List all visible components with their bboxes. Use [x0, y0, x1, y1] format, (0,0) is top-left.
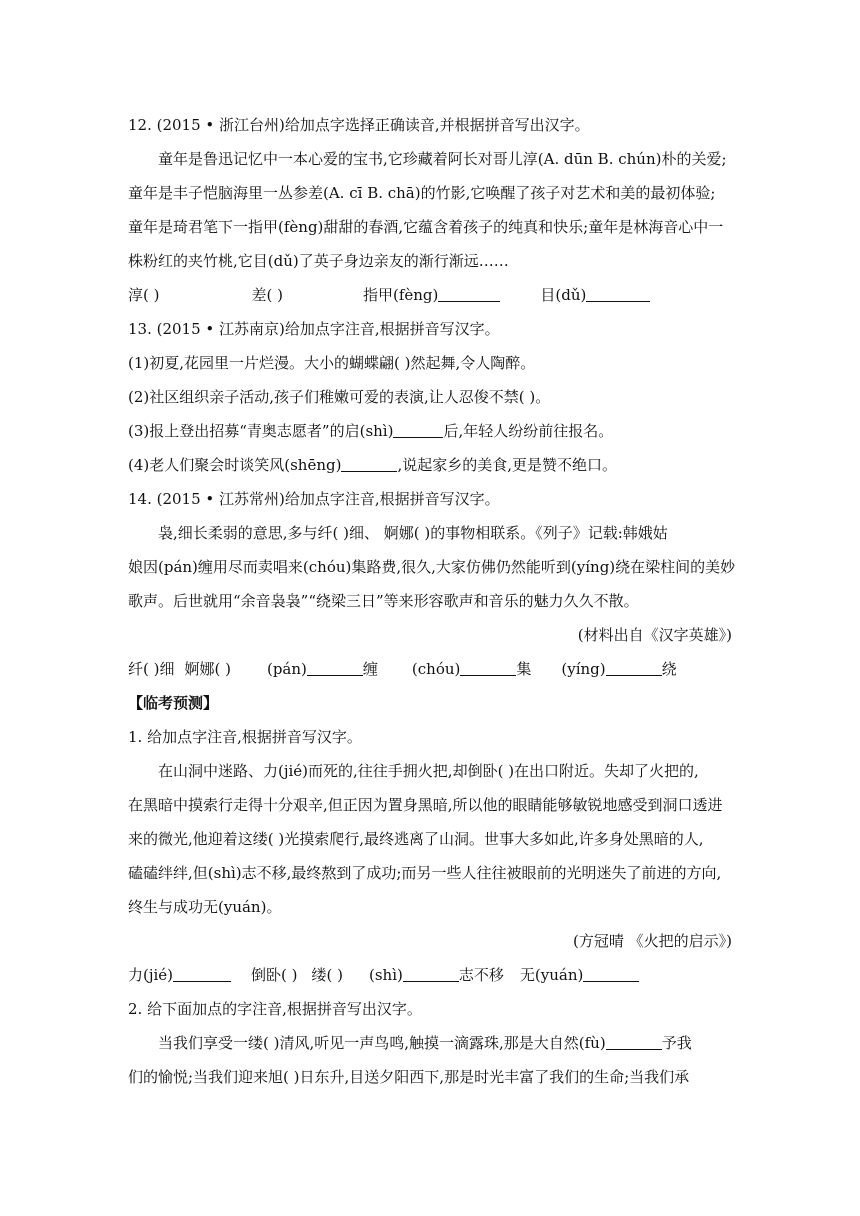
answer-blank[interactable] — [606, 657, 662, 676]
p1-title: 1. 给加点字注音,根据拼音写汉字。 — [128, 728, 362, 746]
q14-answer-row: 纤( )细 婀娜( ) (pán) 缠 (chóu) 集 (yíng) 绕 — [128, 652, 732, 686]
section-heading: 【临考预测】 — [128, 694, 219, 712]
q14-source: (材料出自《汉字英雄》) — [577, 626, 732, 644]
q12-passage-line: 童年是鲁迅记忆中一本心爱的宝书,它珍藏着阿长对哥儿淳(A. dūn B. chún)朴的关爱; — [158, 150, 727, 168]
q12-answer-label: 淳( ) — [128, 286, 160, 304]
q12-answer-label: 指甲(fèng) — [362, 286, 439, 304]
p2-passage-line: 当我们享受一缕( )清风,听见一声鸟鸣,触摸一滴露珠,那是大自然(fù) 予我 — [128, 1026, 732, 1060]
answer-blank[interactable] — [173, 963, 231, 982]
q12-passage-line: 株粉红的夹竹桃,它目(dǔ)了英子身边亲友的渐行渐远…… — [128, 252, 509, 270]
q12-passage-line: 童年是琦君笔下一指甲(fèng)甜甜的春酒,它蕴含着孩子的纯真和快乐;童年是林海音心中一 — [128, 218, 724, 236]
p1-passage-line: 在山洞中迷路、力(jié)而死的,往往手拥火把,却倒卧( )在出口附近。失却了火把的, — [158, 762, 699, 780]
q14-passage-line: 歌声。后世就用“余音袅袅”“绕梁三日”等来形容歌声和音乐的魅力久久不散。 — [128, 592, 639, 610]
q13-item: (4)老人们聚会时谈笑风(shēng) ,说起家乡的美食,更是赞不绝口。 — [128, 448, 732, 482]
q13-item: (2)社区组织亲子活动,孩子们稚嫩可爱的表演,让人忍俊不禁( )。 — [128, 388, 551, 406]
answer-blank[interactable] — [438, 283, 500, 302]
answer-blank[interactable] — [393, 419, 443, 438]
p1-passage-line: 磕磕绊绊,但(shì)志不移,最终熬到了成功;而另一些人往往被眼前的光明迷失了前进的方向, — [128, 864, 722, 882]
q14-passage-line: 袅,细长柔弱的意思,多与纤( )细、 婀娜( )的事物相联系。《列子》记载:韩娥姑 — [158, 524, 668, 542]
q12-title: 12. (2015 • 浙江台州)给加点字选择正确读音,并根据拼音写出汉字。 — [128, 116, 590, 134]
q12-answer-label: 目(dǔ) — [540, 286, 587, 304]
p1-passage-line: 来的微光,他迎着这缕( )光摸索爬行,最终逃离了山洞。世事大多如此,许多身处黑暗的人, — [128, 830, 704, 848]
p1-answer-row: 力(jié) 倒卧( ) 缕( ) (shì) 志不移 无(yuán) — [128, 958, 732, 992]
q12-answer-row — [128, 278, 732, 312]
q13-item: (3)报上登出招募“青奥志愿者”的启(shì) 后,年轻人纷纷前往报名。 — [128, 414, 732, 448]
p1-source: (方冠晴 《火把的启示》) — [573, 932, 732, 950]
worksheet-page — [128, 108, 736, 1094]
p1-passage-line: 在黑暗中摸索行走得十分艰辛,但正因为置身黑暗,所以他的眼睛能够敏锐地感受到洞口透进 — [128, 796, 723, 814]
q14-passage-line: 娘因(pán)缠用尽而卖唱来(chóu)集路费,很久,大家仿佛仍然能听到(yíng)绕在梁柱间的美妙 — [128, 558, 736, 576]
answer-blank[interactable] — [460, 657, 516, 676]
answer-blank[interactable] — [586, 283, 650, 302]
q13-title: 13. (2015 • 江苏南京)给加点字注音,根据拼音写汉字。 — [128, 320, 500, 338]
answer-blank[interactable] — [307, 657, 363, 676]
answer-blank[interactable] — [341, 453, 397, 472]
answer-blank[interactable] — [583, 963, 639, 982]
q12-answer-label: 差( ) — [251, 286, 283, 304]
q14-title: 14. (2015 • 江苏常州)给加点字注音,根据拼音写汉字。 — [128, 490, 500, 508]
answer-blank[interactable] — [606, 1031, 662, 1050]
q13-item: (1)初夏,花园里一片烂漫。大小的蝴蝶翩( )然起舞,令人陶醉。 — [128, 354, 536, 372]
p2-passage-line: 们的愉悦;当我们迎来旭( )日东升,目送夕阳西下,那是时光丰富了我们的生命;当我们承 — [128, 1068, 690, 1086]
q12-passage-line: 童年是丰子恺脑海里一丛参差(A. cī B. chā)的竹影,它唤醒了孩子对艺术和美的最初体验; — [128, 184, 716, 202]
p2-title: 2. 给下面加点的字注音,根据拼音写出汉字。 — [128, 1000, 422, 1018]
answer-blank[interactable] — [403, 963, 459, 982]
p1-passage-line: 终生与成功无(yuán)。 — [128, 898, 282, 916]
